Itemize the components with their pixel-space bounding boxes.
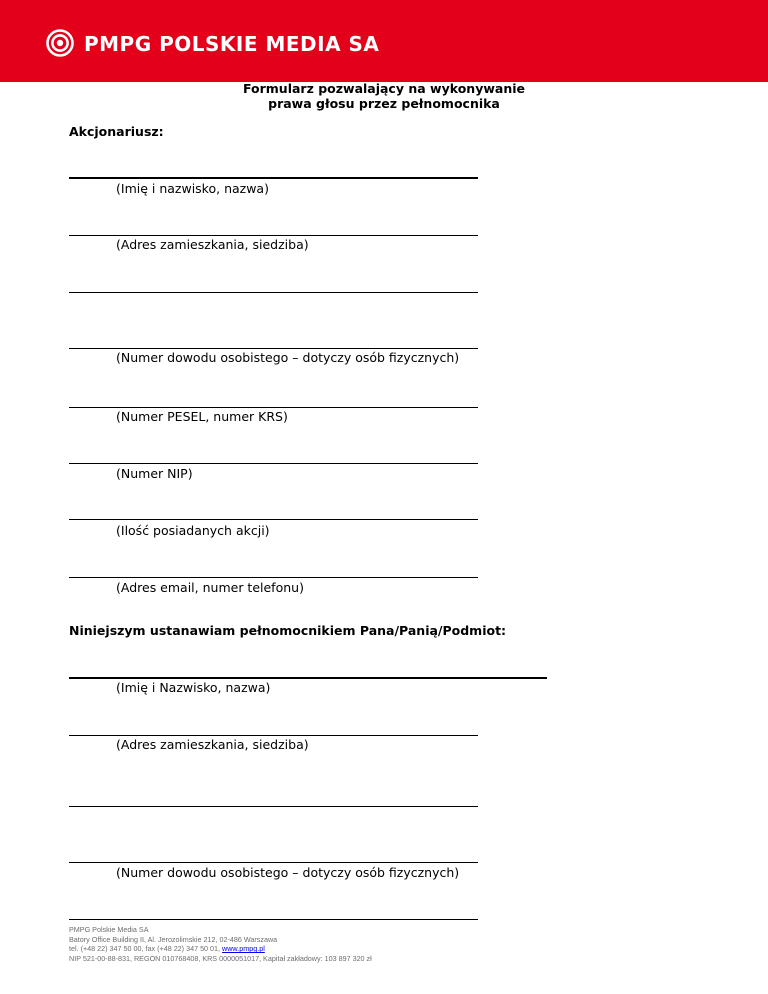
concentric-circles-logo-icon	[46, 29, 74, 57]
shareholder-shares-line[interactable]	[69, 519, 478, 520]
proxy-name-caption: (Imię i Nazwisko, nazwa)	[116, 680, 271, 695]
shareholder-contact-line[interactable]	[69, 577, 478, 578]
shareholder-shares-caption: (Ilość posiadanych akcji)	[116, 523, 270, 538]
shareholder-pesel-line[interactable]	[69, 407, 478, 408]
form-title-line-1: Formularz pozwalający na wykonywanie	[242, 81, 525, 96]
footer-company: PMPG Polskie Media SA	[69, 925, 149, 934]
footer-address: Batory Office Building II, Al. Jerozolimskie 212, 02-486 Warszawa	[69, 934, 278, 944]
shareholder-address-line[interactable]	[69, 235, 478, 236]
shareholder-name-caption: (Imię i nazwisko, nazwa)	[116, 181, 269, 196]
shareholder-address-line-2[interactable]	[69, 292, 478, 293]
footer-registry: NIP 521-00-88-831, REGON 010768408, KRS 0000051017, Kapitał zakładowy: 103 897 320 zł	[69, 953, 372, 963]
proxy-address-caption: (Adres zamieszkania, siedziba)	[116, 737, 309, 752]
shareholder-nip-line[interactable]	[69, 463, 478, 464]
brand-name: PMPG POLSKIE MEDIA SA	[84, 32, 380, 56]
proxy-id-line[interactable]	[69, 862, 478, 863]
footer-website-link[interactable]: www.pmpg.pl	[222, 944, 265, 953]
proxy-id-caption: (Numer dowodu osobistego – dotyczy osób fizycznych)	[116, 865, 460, 880]
shareholder-address-caption: (Adres zamieszkania, siedziba)	[116, 237, 309, 252]
form-title-line-2: prawa głosu przez pełnomocnika	[268, 96, 500, 111]
proxy-name-line[interactable]	[69, 677, 547, 679]
shareholder-heading: Akcjonariusz:	[69, 124, 164, 139]
header-banner	[0, 0, 768, 82]
footer-phone: tel. (+48 22) 347 50 00, fax (+48 22) 347 50 01,	[69, 944, 223, 953]
proxy-address-line-2[interactable]	[69, 806, 478, 807]
shareholder-nip-caption: (Numer NIP)	[116, 466, 193, 481]
shareholder-contact-caption: (Adres email, numer telefonu)	[116, 580, 304, 595]
shareholder-pesel-caption: (Numer PESEL, numer KRS)	[116, 409, 288, 424]
proxy-heading: Niniejszym ustanawiam pełnomocnikiem Pana/Panią/Podmiot:	[69, 623, 507, 638]
footer-phone-line	[69, 944, 372, 954]
shareholder-id-line[interactable]	[69, 348, 478, 349]
proxy-extra-line[interactable]	[69, 919, 478, 920]
shareholder-name-line[interactable]	[69, 177, 478, 179]
footer	[69, 925, 372, 963]
proxy-address-line[interactable]	[69, 735, 478, 736]
shareholder-id-caption: (Numer dowodu osobistego – dotyczy osób fizycznych)	[116, 350, 460, 365]
